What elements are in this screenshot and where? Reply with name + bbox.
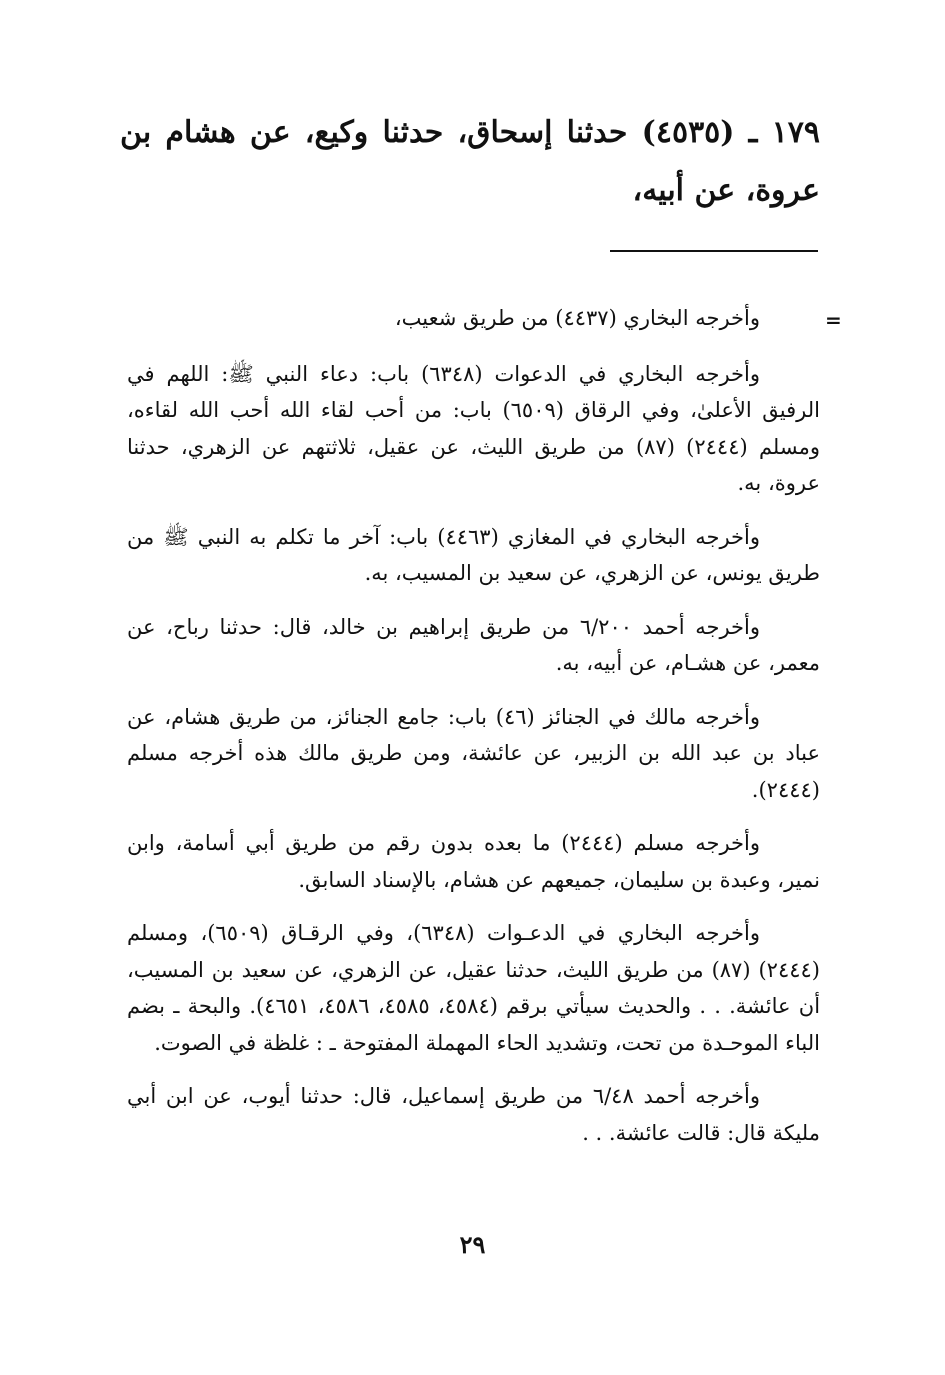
- footnote-paragraph: وأخرجه البخاري في الدعوات (٦٣٤٨) باب: دعاء النبي ﷺ: اللهم في الرفيق الأعلىٰ، وفي الرقاق (٦٥٠٩) باب: من أحب لقاء الله أحب الله لقاءه، ومسلم (٢٤٤٤) (٨٧) من طريق الليث، عن عقيل، ثلاثتهم عن الزهري، حدثنا عروة، به.: [127, 361, 820, 495]
- footnote-divider: [610, 250, 818, 252]
- footnote-paragraph: وأخرجه البخاري (٤٤٣٧) من طريق شعيب،: [394, 306, 760, 330]
- footnote-paragraph: وأخرجه البخاري في الدعـوات (٦٣٤٨)، وفي الرقـاق (٦٥٠٩)، ومسلم (٢٤٤٤) (٨٧) من طريق الليث، حدثنا عقيل، عن الزهري، عن سعيد بن المسيب، أن عائشة. . . والحديث سيأتي برقم (٤٥٨٤، ٤٥٨٥، ٤٥٨٦، ٤٦٥١). والبحة ـ بضم الباء الموحـدة من تحت، وتشديد الحاء المهملة المفتوحة ـ : غلظة في الصوت.: [127, 921, 821, 1055]
- hadith-text: ١٧٩ ـ (٤٥٣٥) حدثنا إسحاق، حدثنا وكيع، عن هشام بن عروة، عن أبيه،: [120, 115, 821, 208]
- footnote-paragraph: وأخرجه مالك في الجنائز (٤٦) باب: جامع الجنائز، من طريق هشام، عن عباد بن عبد الله بن الزبير، عن عائشة، ومن طريق مالك هذه أخرجه مسلم (٢٤٤٤).: [127, 704, 820, 802]
- footnote-paragraph: وأخرجه أحمد ٦/٤٨ من طريق إسماعيل، قال: حدثنا أيوب، عن ابن أبي مليكة قال: قالت عائشة. . .: [127, 1084, 820, 1145]
- footnote-paragraph: وأخرجه البخاري في المغازي (٤٤٦٣) باب: آخر ما تكلم به النبي ﷺ من طريق يونس، عن الزهري، عن سعيد بن المسيب، به.: [127, 524, 820, 585]
- footnote-continuation-mark: =: [825, 308, 842, 332]
- page-number: ٢٩: [459, 1230, 486, 1259]
- footnote-paragraph: وأخرجه أحمد ٦/٢٠٠ من طريق إبراهيم بن خالد، قال: حدثنا رباح، عن معمر، عن هشـام، عن أبيه، به.: [127, 614, 820, 675]
- footnote-paragraph: وأخرجه مسلم (٢٤٤٤) ما بعده بدون رقم من طريق أبي أسامة، وابن نمير، وعبدة بن سليمان، جميعهم عن هشام، بالإسناد السابق.: [127, 831, 820, 892]
- footnotes: [127, 300, 820, 1168]
